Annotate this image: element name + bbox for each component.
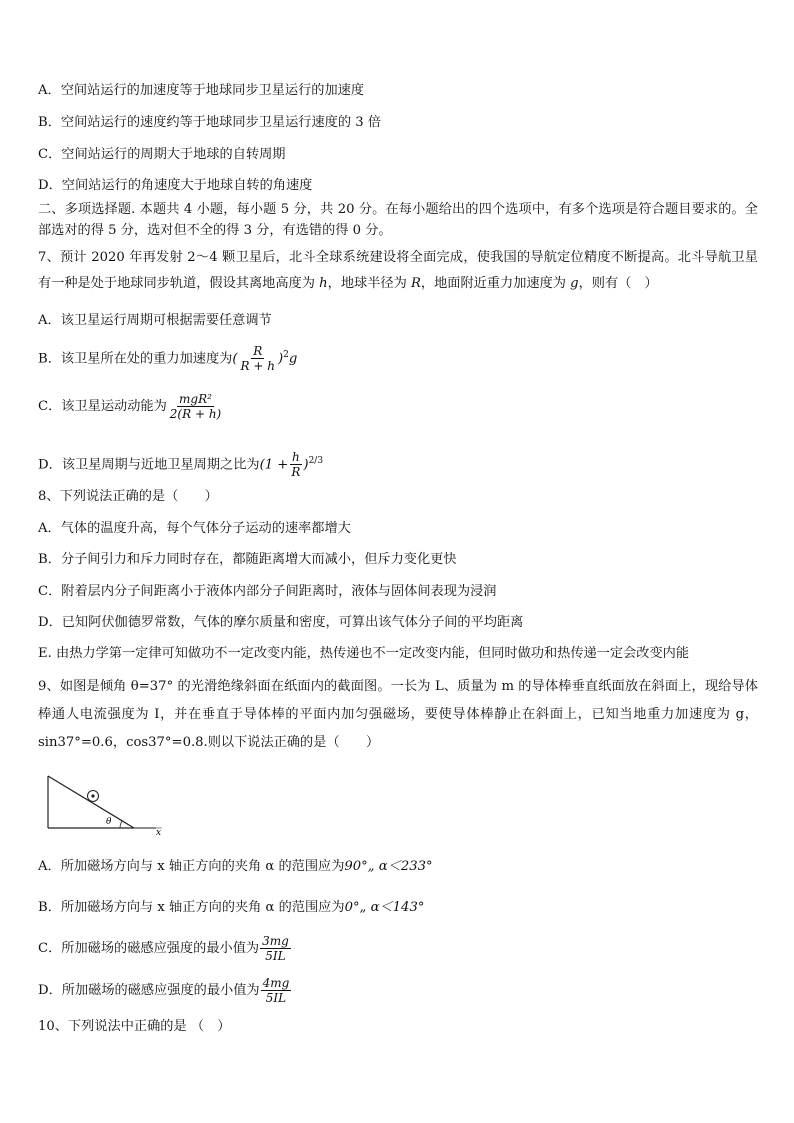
q7-var-r: R: [410, 276, 421, 291]
q6-option-c: C．空间站运行的周期大于地球的自转周期: [38, 147, 286, 162]
q7-option-d-text: D．该卫星周期与近地卫星周期之比为: [38, 457, 260, 473]
q8-option-e: E. 由热力学第一定律可知做功不一定改变内能，热传递也不一定改变内能，但同时做功和热传递一定会改变内能: [38, 646, 690, 661]
q7-b-close: ): [277, 351, 284, 367]
q9-a-range: 90°„ α＜233°: [344, 859, 433, 874]
q7-d-exponent: 2/3: [308, 456, 324, 466]
q7-stem-part-a: 7、预计 2020 年再发射 2～4 颗卫星后，北斗全球系统建设将全面完成，使我国的导航定位精度不断提高。北斗导航卫星有一种是处于地球同步轨道，假设其离地高度为: [38, 250, 758, 291]
q8-option-d: D．已知阿伏伽德罗常数，气体的摩尔质量和密度，可算出该气体分子间的平均距离: [38, 615, 524, 630]
q8-option-a: A．气体的温度升高，每个气体分子运动的速率都增大: [38, 521, 351, 536]
q7-b-exponent: 2: [283, 350, 289, 360]
q7-stem-part-d: ，则有（ ）: [578, 276, 658, 291]
q9-option-b-text: B．所加磁场方向与 x 轴正方向的夹角 α 的范围应为: [38, 900, 345, 915]
q7-c-denominator: 2(R + h): [169, 407, 222, 421]
q7-b-open: (: [232, 351, 238, 367]
q7-d-fraction: [289, 450, 302, 479]
q7-d-open: (1 +: [259, 457, 289, 473]
angle-theta-label: θ: [106, 817, 112, 827]
q8-option-b: B．分子间引力和斥力同时存在，都随距离增大而减小，但斥力变化更快: [38, 552, 457, 567]
q7-d-numerator: h: [292, 450, 300, 465]
q7-b-numerator: R: [253, 344, 263, 359]
q7-b-fraction: [238, 344, 276, 373]
q9-c-fraction: [260, 934, 291, 963]
incline-diagram: [38, 772, 178, 836]
q9-d-denominator: 5IL: [265, 991, 287, 1005]
q7-d-close: ): [303, 457, 309, 473]
q9-option-d-text: D．所加磁场的磁感应强度的最小值为: [38, 983, 260, 998]
q7-stem-part-b: ，地球半径为: [327, 276, 411, 291]
q9-option-a-text: A．所加磁场方向与 x 轴正方向的夹角 α 的范围应为: [38, 859, 345, 874]
q9-c-denominator: 5IL: [265, 949, 286, 963]
section-heading-multiple-choice: 二、多项选择题. 本题共 4 小题，每小题 5 分，共 20 分。在每小题给出的四个选项中，有多个选项是符合题目要求的。全部选对的得 5 分，选对但不全的得 3 分，有选错的得 0 分。: [38, 202, 758, 238]
q7-option-c: [38, 390, 224, 424]
q7-option-c-text: C．该卫星运动动能为: [38, 399, 167, 414]
q8-option-c: C．附着层内分子间距离小于液体内部分子间距离时，液体与固体间表现为浸润: [38, 584, 497, 599]
q7-option-b-text: B．该卫星所在处的重力加速度为: [38, 351, 233, 367]
x-axis-label: x: [156, 828, 162, 836]
q6-option-d: D．空间站运行的角速度大于地球自转的角速度: [38, 178, 313, 193]
q7-stem: [38, 245, 758, 297]
q9-d-numerator: 4mg: [262, 976, 290, 990]
q9-option-a: [38, 858, 433, 876]
q7-stem-part-c: ，地面附近重力加速度为: [420, 276, 571, 291]
incline-slope-edge: [48, 776, 134, 828]
q7-option-a: A．该卫星运行周期可根据需要任意调节: [38, 313, 272, 328]
q9-option-d: [38, 974, 292, 1008]
q9-b-range: 0°„ α＜143°: [344, 900, 425, 915]
q9-option-c-text: C．所加磁场的磁感应强度的最小值为: [38, 941, 260, 956]
q6-option-b: B．空间站运行的速度约等于地球同步卫星运行速度的 3 倍: [38, 115, 381, 130]
angle-arc: [120, 821, 122, 828]
q7-option-b: [38, 340, 297, 374]
q9-stem: 9、如图是倾角 θ=37° 的光滑绝缘斜面在纸面内的截面图。一长为 L、质量为 m 的导体棒垂直纸面放在斜面上，现给导体棒通人电流强度为 I，并在垂直于导体棒的平面内加匀强磁场，要使导体棒静止在斜面上，已知当地重力加速度为 g，sin37°=0.6，cos37°=0.8.则以下说法正确的是（ ）: [38, 679, 758, 750]
q7-c-numerator: mgR²: [179, 392, 212, 406]
q10-stem: 10、下列说法中正确的是 （ ）: [38, 1019, 231, 1034]
q7-c-fraction: [168, 392, 223, 421]
q9-option-b: [38, 899, 424, 917]
q6-option-a: A．空间站运行的加速度等于地球同步卫星运行的加速度: [38, 83, 365, 98]
q7-b-g: g: [288, 351, 298, 367]
q9-option-c: [38, 932, 292, 966]
q7-option-d: [38, 446, 323, 480]
q8-stem: 8、下列说法正确的是（ ）: [38, 489, 218, 504]
current-out-of-page-dot: [91, 794, 94, 797]
q7-d-denominator: R: [291, 465, 301, 480]
q9-d-fraction: [261, 976, 292, 1005]
q7-b-denominator: R + h: [240, 359, 275, 374]
q7-var-g: g: [570, 276, 579, 291]
q7-var-h: h: [319, 276, 328, 291]
q9-c-numerator: 3mg: [262, 934, 289, 948]
